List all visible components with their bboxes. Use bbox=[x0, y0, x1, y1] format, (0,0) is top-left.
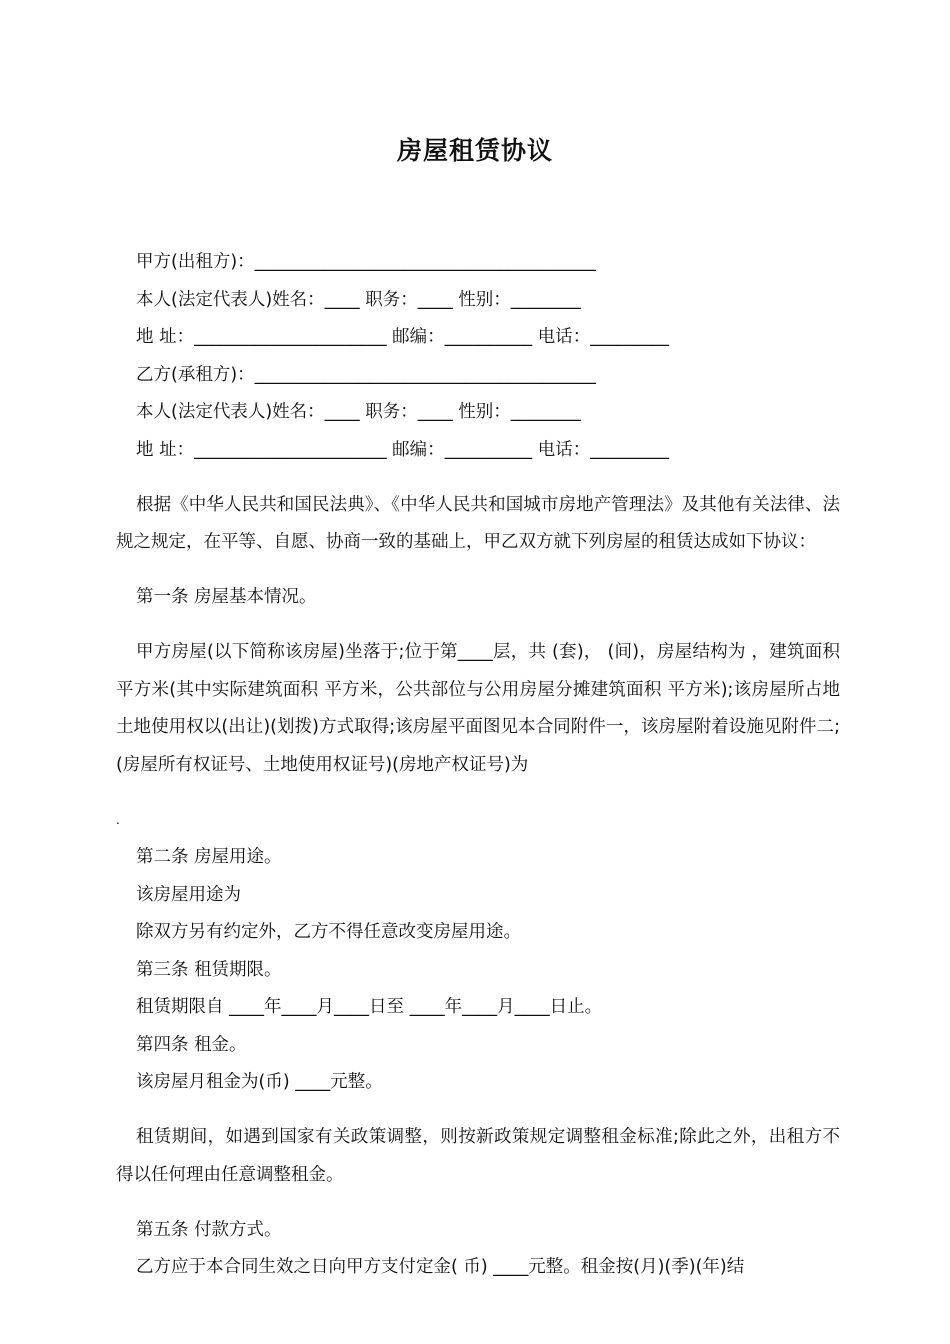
article-5-text: 乙方应于本合同生效之日向甲方支付定金( 币) ____元整。租金按(月)(季)(年)结 bbox=[136, 1257, 745, 1277]
lessee-address-line: 地 址：______________________ 邮编：__________ 电话：_________ bbox=[136, 439, 669, 460]
lessor-line: 甲方(出租方)：_______________________________________ bbox=[136, 252, 596, 272]
intro-paragraph: 根据《中华人民共和国民法典》、《中华人民共和国城市房地产管理法》及其他有关法律、法规之规定，在平等、自愿、协商一致的基础上，甲乙双方就下列房屋的租赁达成如下协议： bbox=[116, 494, 840, 552]
article-2-line-2: 除双方另有约定外，乙方不得任意改变房屋用途。 bbox=[136, 922, 521, 942]
lessor-representative-line: 本人(法定代表人)姓名：____ 职务：____ 性别：________ bbox=[136, 289, 581, 310]
article-1-end: . bbox=[116, 812, 120, 827]
article-3-text: 租赁期限自 ____年____月____日至 ____年____月____日止。 bbox=[136, 997, 603, 1017]
lessee-representative-line: 本人(法定代表人)姓名：____ 职务：____ 性别：________ bbox=[136, 402, 581, 422]
document-body bbox=[116, 244, 840, 1287]
document-title: 房屋租赁协议 bbox=[396, 136, 553, 165]
article-4-title: 第四条 租金。 bbox=[136, 1034, 247, 1055]
article-4-text: 租赁期间，如遇到国家有关政策调整，则按新政策规定调整租金标准;除此之外，出租方不得以任何理由任意调整租金。 bbox=[116, 1127, 840, 1185]
article-5-title: 第五条 付款方式。 bbox=[136, 1219, 282, 1240]
article-2-line-1: 该房屋用途为 bbox=[136, 884, 241, 905]
article-3-title: 第三条 租赁期限。 bbox=[136, 959, 282, 980]
article-1-title: 第一条 房屋基本情况。 bbox=[136, 587, 317, 607]
article-2-title: 第二条 房屋用途。 bbox=[136, 847, 282, 867]
article-4-line-1: 该房屋月租金为(币) ____元整。 bbox=[136, 1072, 383, 1092]
lessee-line: 乙方(承租方)：_______________________________________ bbox=[136, 364, 596, 385]
lessor-address-line: 地 址：______________________ 邮编：__________ 电话：_________ bbox=[136, 327, 669, 347]
article-1-text: 甲方房屋(以下简称该房屋)坐落于;位于第____层，共 (套)， (间)，房屋结构为 ，建筑面积 平方米(其中实际建筑面积 平方米，公共部位与公用房屋分摊建筑面积 平方米);该房屋所占地土地使用权以(出让)(划拨)方式取得;该房屋平面图见本合同附件一，该房屋附着设施见附件二;(房屋所有权证号、土地使用权证号)(房地产权证号)为 bbox=[116, 642, 840, 775]
